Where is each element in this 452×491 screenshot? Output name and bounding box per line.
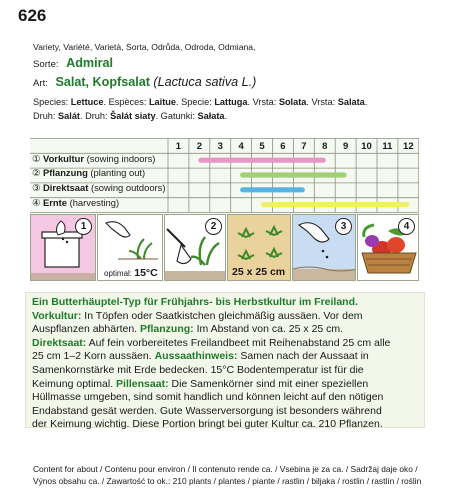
product-number: 626: [18, 6, 47, 25]
row-note: (planting out): [90, 167, 146, 178]
footer-content-line-1: Content for about / Contenu pour environ / Il contenuto rende ca. / Vsebina je za ca. / Sadržaj daje oko /: [33, 464, 418, 474]
row-marker: ①: [32, 153, 41, 164]
variety-row: [33, 56, 113, 70]
row-note: (harvesting): [69, 197, 120, 208]
species-row: [33, 75, 256, 89]
art-label: Art:: [33, 78, 48, 89]
optimal-temp-value: 15°C: [134, 267, 158, 279]
badge-3: 3: [335, 218, 352, 235]
text-line-8: [32, 418, 420, 432]
text-line-1: [32, 323, 420, 337]
month-label: 8: [322, 141, 328, 152]
variety-label-line: Variety, Variété, Varietà, Sorta, Odrůda, Odroda, Odmiana,: [33, 42, 256, 52]
month-label: 6: [280, 141, 286, 152]
species-hr: Salata: [337, 97, 365, 107]
species-prefix: Species:: [33, 97, 71, 107]
line-text: Samen nach der Aussaat in: [237, 350, 369, 363]
line-text: Endabstand gesät werden. Gute Wasserversorgung ist besonders während: [32, 404, 382, 417]
heading-direktsaat: Direktsaat:: [32, 336, 87, 349]
druh-pl: Sałata: [197, 111, 225, 121]
line-text: Samenkornstärke mit Erde bedecken. 15°C Bodentemperatur ist für die: [32, 363, 364, 376]
druh-suffix: .: [224, 111, 228, 121]
row-label: Ernte: [43, 197, 67, 208]
species-name: Salat, Kopfsalat: [55, 75, 150, 89]
panel-temperature: [97, 214, 163, 281]
month-label: 5: [259, 141, 265, 152]
text-line-7: [32, 405, 420, 419]
row-marker: ③: [32, 182, 41, 193]
species-suffix: .: [364, 97, 368, 107]
instructions-text: [32, 296, 420, 432]
badge-4: 4: [398, 218, 415, 235]
optimal-temperature: [104, 267, 158, 279]
heading-pillensaat: Pillensaat:: [116, 377, 169, 390]
footer-content-line-2: Výnos obsahu ca. / Zawartość to ok.: 210 plants / plantes / piante / rastlin / biljaka / rostlin / rastlín / roślin: [33, 476, 422, 486]
panel-sowing-outdoors: [292, 214, 356, 281]
month-label: 10: [361, 141, 372, 152]
calendar-row-label-1: [32, 153, 155, 165]
species-prefix: . Vrsta:: [247, 97, 279, 107]
species-en: Lettuce: [70, 97, 104, 107]
text-line-4: [32, 364, 420, 378]
species-sl: Solata: [278, 97, 307, 107]
plant-spacing-illustration: [228, 215, 291, 265]
line-text: 25 cm 1–2 Korn aussäen.: [32, 350, 155, 363]
druh-prefix: . Gatunki:: [155, 111, 198, 121]
variety-name: Admiral: [66, 56, 113, 70]
druh-cs: Salát: [58, 111, 80, 121]
line-text: Die Samenkörner sind mit einer speziellen: [168, 377, 369, 390]
description-title: Ein Butterhäuptel-Typ für Frühjahrs- bis Herbstkultur im Freiland.: [32, 296, 358, 308]
text-line-0: [32, 310, 420, 324]
species-translations: [33, 97, 367, 107]
row-marker: ④: [32, 197, 41, 208]
druh-translations: [33, 111, 227, 121]
month-label: 3: [217, 141, 223, 152]
calendar-row-label-4: [32, 197, 119, 209]
row-label: Direktsaat: [43, 182, 89, 193]
line-text: Hüllmasse umgeben, sind somit handlich und können leicht auf den nötigen: [32, 391, 384, 404]
sorte-label: Sorte:: [33, 59, 59, 70]
row-label: Vorkultur: [43, 153, 84, 164]
row-note: (sowing outdoors): [90, 182, 166, 193]
line-text: der Keimung wichtig. Diese Portion bringt bei guter Kultur ca. 210 Pflanzen.: [32, 418, 383, 431]
line-text: Keimung optimal.: [32, 377, 117, 390]
druh-prefix: Druh:: [33, 111, 59, 121]
line-text: In Töpfen oder Saatkistchen gleichmäßig aussäen. Vor dem: [81, 309, 363, 322]
panel-planting-out: [164, 214, 226, 281]
line-text: Auf fein vorbereitetes Freilandbeet mit Reihenabstand 25 cm alle: [86, 336, 391, 349]
druh-sk: Šalát siaty: [110, 111, 156, 121]
text-line-6: [32, 391, 420, 405]
species-prefix: . Specie:: [176, 97, 215, 107]
badge-1: 1: [75, 218, 92, 235]
optimal-label: optimal:: [104, 269, 133, 278]
month-label: 4: [238, 141, 244, 152]
month-label: 7: [301, 141, 307, 152]
line-text: Im Abstand von ca. 25 x 25 cm.: [193, 323, 344, 336]
species-it: Lattuga: [214, 97, 248, 107]
hand-seedling-illustration: [98, 215, 163, 265]
panel-spacing: [227, 214, 291, 281]
badge-2: 2: [205, 218, 222, 235]
text-line-5: [32, 378, 420, 392]
druh-prefix: . Druh:: [80, 111, 111, 121]
row-label: Pflanzung: [43, 167, 88, 178]
panel-sowing-indoors: [30, 214, 96, 281]
heading-vorkultur: Vorkultur:: [32, 309, 82, 322]
latin-name: (Lactuca sativa L.): [153, 75, 257, 89]
calendar-bar-pflanzung: [240, 172, 347, 177]
cultivation-instructions: [25, 292, 425, 431]
calendar-row-label-2: [32, 167, 145, 179]
calendar-row-label-3: [32, 182, 165, 194]
text-line-3: [32, 350, 420, 364]
month-label: 1: [175, 141, 182, 152]
calendar-bar-vorkultur: [198, 158, 325, 163]
month-label: 2: [196, 141, 202, 152]
species-prefix: . Vrsta:: [306, 97, 338, 107]
panel-harvest: [357, 214, 419, 281]
heading-pflanzung: Pflanzung:: [140, 323, 194, 336]
line-text: Auspflanzen abhärten.: [32, 323, 140, 336]
row-note: (sowing indoors): [86, 153, 156, 164]
month-label: 11: [382, 141, 393, 152]
sowing-calendar: [30, 138, 419, 214]
row-marker: ②: [32, 167, 41, 178]
calendar-bar-ernte: [261, 202, 409, 207]
species-prefix: . Espèces:: [103, 97, 149, 107]
month-label: 12: [403, 141, 414, 152]
text-line-2: [32, 337, 420, 351]
species-fr: Laitue: [148, 97, 176, 107]
calendar-bar-direktsaat: [240, 187, 305, 192]
month-label: 9: [343, 141, 349, 152]
spacing-value: 25 x 25 cm: [232, 266, 286, 278]
heading-aussaathinweis: Aussaathinweis:: [154, 350, 238, 363]
